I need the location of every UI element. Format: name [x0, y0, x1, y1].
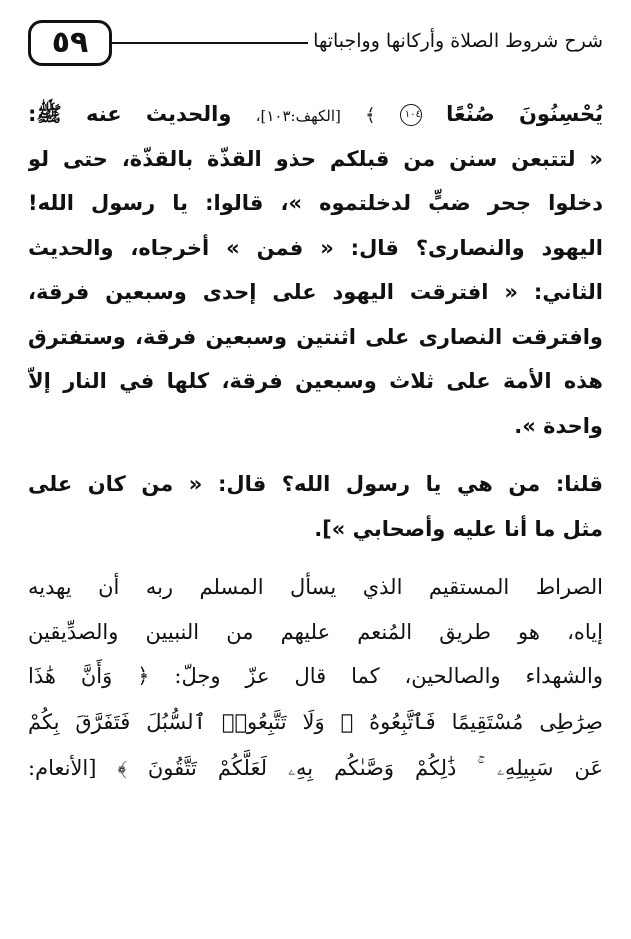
- body-line: هذه الأمة على ثلاث وسبعين فرقة، كلها في النار إلاّ: [28, 369, 603, 393]
- body-line: دخلوا جحر ضبٍّ لدخلتموه »، قالوا: يا رسول الله!: [28, 191, 603, 215]
- body-line: الثاني: « افترقت اليهود على إحدى وسبعين فرقة،: [28, 280, 603, 304]
- body-line: [28, 92, 603, 137]
- quran-verse-line: صِرَٰطِى مُسْتَقِيمًا فَٱتَّبِعُوهُ ۖ وَلَا تَتَّبِعُوا۟ ٱلسُّبُلَ فَتَفَرَّقَ بِكُمْ: [28, 709, 603, 734]
- verse-close-bracket: ﴾: [365, 105, 376, 126]
- body-line: والشهداء والصالحين، كما قال عزّ وجلّ: ﴿ وَأَنَّ هَٰذَا: [28, 664, 603, 688]
- body-line: إياه، هو طريق المُنعم عليهم من النبيين والصدِّيقين: [28, 619, 603, 644]
- paragraph-gap: [28, 448, 603, 462]
- page-number: ٥٩: [28, 20, 112, 66]
- body-line: واحدة ».: [514, 413, 603, 438]
- body-line: وافترقت النصارى على اثنتين وسبعين فرقة، وستفترق: [28, 324, 603, 349]
- line-text: والحديث عنه ﷺ:: [28, 102, 232, 126]
- page-header: [28, 18, 603, 74]
- page-body: [28, 92, 603, 791]
- verse-reference: [الكهف:١٠٣]،: [255, 107, 341, 125]
- body-line: اليهود والنصارى؟ قال: « فمن » أخرجاه، والحديث: [28, 235, 603, 260]
- body-line: « لتتبعن سنن من قبلكم حذو القذّة بالقذّة، حتى لو: [28, 146, 603, 171]
- running-title: شرح شروط الصلاة وأركانها وواجباتها: [313, 30, 603, 52]
- paragraph-gap: [28, 551, 603, 565]
- quran-verse-line: عَن سَبِيلِهِۦ ۚ ذَٰلِكُمْ وَصَّىٰكُم بِهِۦ لَعَلَّكُمْ تَتَّقُونَ ﴾ [الأنعام:: [28, 755, 603, 780]
- body-line: قلنا: من هي يا رسول الله؟ قال: « من كان على: [28, 472, 603, 496]
- verse-number-icon: ١٠٤: [400, 104, 422, 126]
- header-rule: [112, 42, 308, 44]
- body-line: مثل ما أنا عليه وأصحابي »].: [314, 516, 603, 541]
- body-line: الصراط المستقيم الذي يسأل المسلم ربه أن يهديه: [28, 575, 603, 599]
- quran-verse-fragment: يُحْسِنُونَ صُنْعًا: [446, 102, 603, 126]
